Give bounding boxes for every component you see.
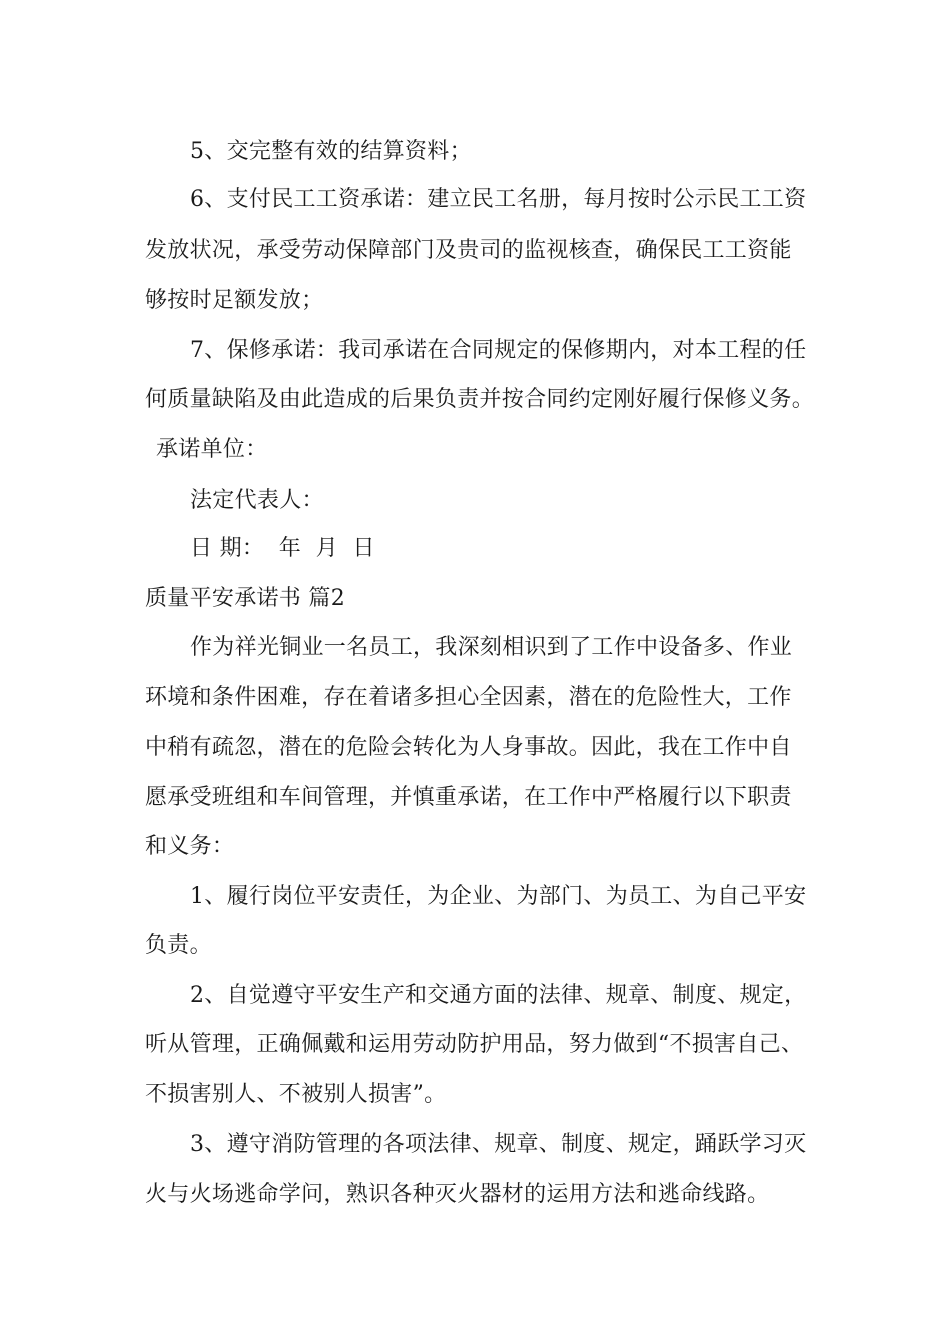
paragraph-line: 中稍有疏忽，潜在的危险会转化为人身事故。因此，我在工作中自 (145, 735, 792, 760)
paragraph-line: 3、遵守消防管理的各项法律、规章、制度、规定，踊跃学习灭 (190, 1132, 807, 1157)
paragraph-line: 环境和条件困难，存在着诸多担心全因素，潜在的危险性大，工作 (145, 685, 792, 710)
paragraph-line: 1、履行岗位平安责任，为企业、为部门、为员工、为自己平安 (190, 884, 807, 909)
signature-unit-label: 承诺单位： (156, 437, 268, 462)
paragraph-line: 听从管理，正确佩戴和运用劳动防护用品，努力做到“不损害自己、 (145, 1032, 804, 1057)
paragraph-line: 5、交完整有效的结算资料； (190, 139, 472, 164)
paragraph-line: 和义务： (145, 834, 235, 859)
section-title: 质量平安承诺书 篇2 (145, 586, 345, 611)
paragraph-line: 作为祥光铜业一名员工，我深刻相识到了工作中设备多、作业 (190, 635, 793, 660)
paragraph-line: 够按时足额发放； (145, 288, 324, 313)
paragraph-line: 何质量缺陷及由此造成的后果负责并按合同约定刚好履行保修义务。 (145, 387, 815, 412)
legal-representative-label: 法定代表人： (190, 488, 324, 513)
date-label: 日 期： 年 月 日 (190, 536, 375, 561)
paragraph-line: 负责。 (145, 933, 212, 958)
paragraph-line: 2、自觉遵守平安生产和交通方面的法律、规章、制度、规定， (190, 983, 807, 1008)
paragraph-line: 不损害别人、不被别人损害”。 (145, 1082, 447, 1107)
paragraph-line: 火与火场逃命学问，熟识各种灭火器材的运用方法和逃命线路。 (145, 1182, 770, 1207)
paragraph-line: 发放状况，承受劳动保障部门及贵司的监视核查，确保民工工资能 (145, 238, 792, 263)
paragraph-line: 6、支付民工工资承诺：建立民工名册，每月按时公示民工工资 (190, 187, 807, 212)
paragraph-line: 愿承受班组和车间管理，并慎重承诺，在工作中严格履行以下职责 (145, 785, 792, 810)
paragraph-line: 7、保修承诺：我司承诺在合同规定的保修期内，对本工程的任 (190, 338, 807, 363)
